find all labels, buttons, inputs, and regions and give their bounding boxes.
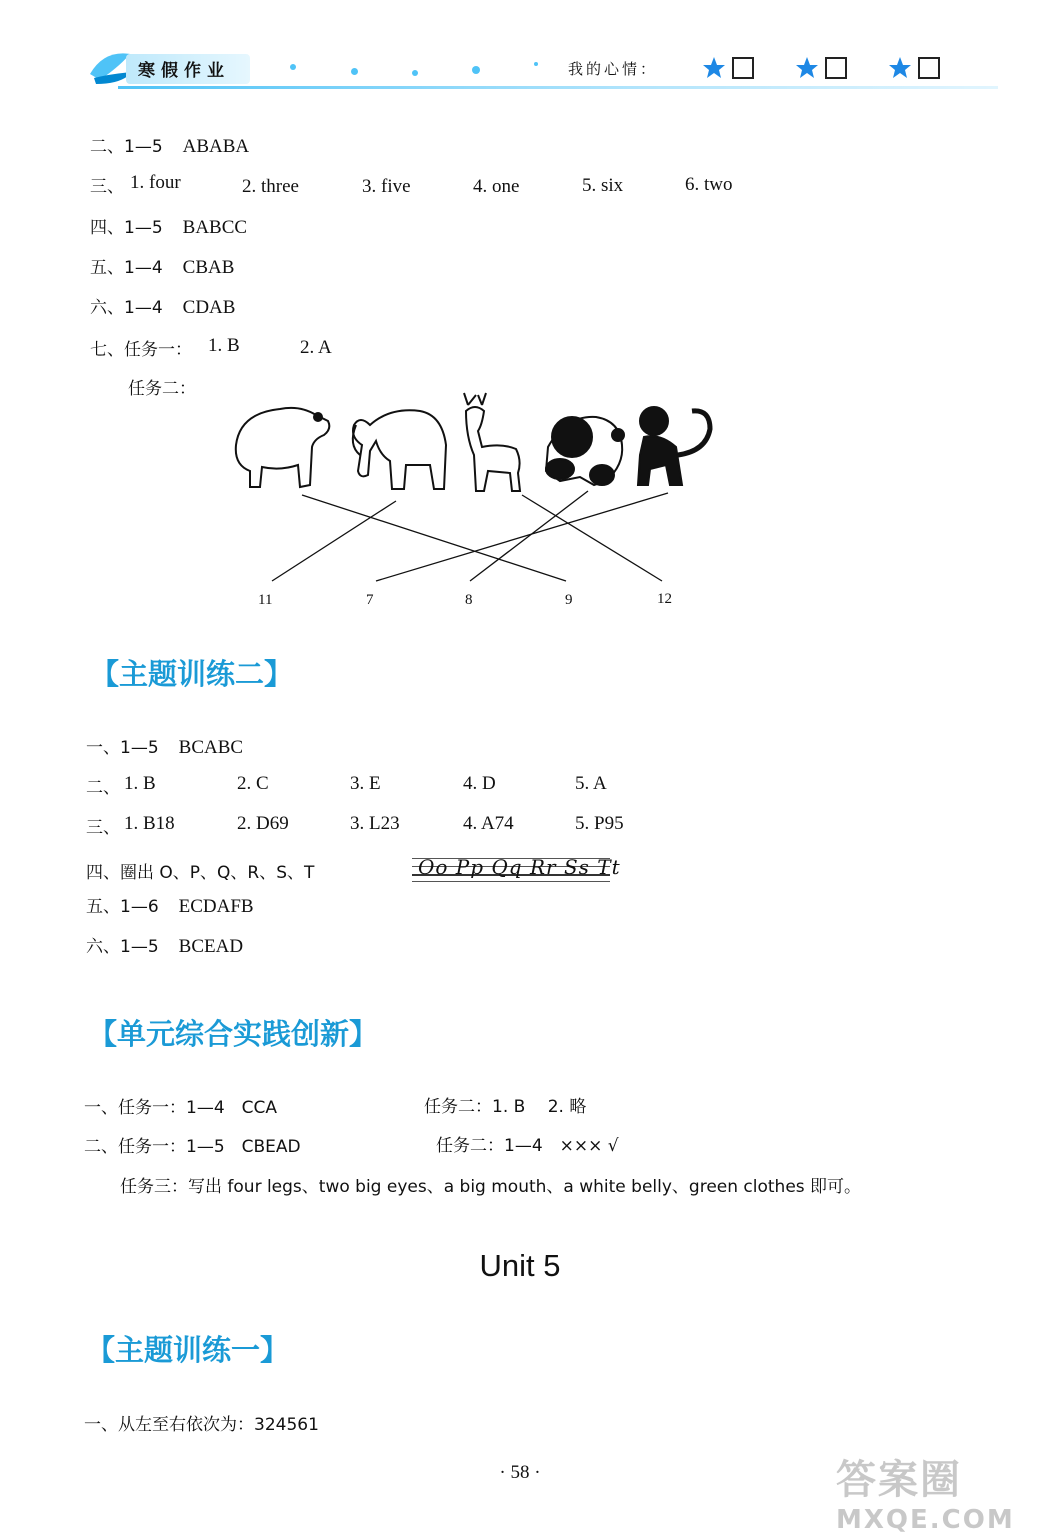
- unit-title: Unit 5: [479, 1248, 561, 1283]
- section-heading: 【单元综合实践创新】: [88, 1017, 379, 1051]
- answer-line: 三、 1. four 2. three 3. five 4. one 5. six 6. two: [90, 172, 733, 197]
- watermark: 答案圈 MXQE.COM: [836, 1457, 1015, 1535]
- answer-line: 一、1—5 BCABC: [86, 737, 244, 758]
- section-heading: 【主题训练二】: [90, 657, 294, 691]
- answer-line: 任务二：1. B 2. 略: [424, 1097, 587, 1117]
- animal-matching: [220, 385, 730, 615]
- answer-line: 任务二：1—4 ××× √: [436, 1136, 619, 1156]
- checkbox[interactable]: [732, 57, 754, 79]
- answer-line: 三、 1. B18 2. D69 3. L23 4. A74 5. P95: [86, 813, 624, 838]
- answer-line: 四、圈出 O、P、Q、R、S、T: [86, 863, 315, 883]
- elephant-icon: [353, 410, 446, 489]
- checkbox[interactable]: [825, 57, 847, 79]
- mood-option[interactable]: [795, 56, 847, 80]
- page-number: · 58 ·: [499, 1462, 541, 1483]
- match-number: 11: [258, 592, 273, 608]
- match-number: 8: [465, 592, 473, 608]
- header-dot: [290, 64, 296, 70]
- match-number: 12: [657, 591, 672, 607]
- answer-line: 任务三：写出 four legs、two big eyes、a big mouth、a white belly、green clothes 即可。: [120, 1177, 862, 1197]
- answer-line: 四、1—5 BABCC: [90, 217, 248, 238]
- match-number: 9: [565, 592, 573, 608]
- answer-line: 二、任务一：1—5 CBEAD: [84, 1137, 301, 1157]
- star-icon: [888, 56, 912, 80]
- panda-icon: [546, 417, 624, 485]
- answer-line: 七、任务一： 1. B 2. A: [90, 335, 332, 360]
- answer-line: 五、1—6 ECDAFB: [86, 896, 254, 917]
- match-number: 7: [366, 592, 374, 608]
- answer-line: 一、从左至右依次为：324561: [84, 1415, 319, 1435]
- answer-line: 五、1—4 CBAB: [90, 257, 235, 278]
- mood-option[interactable]: [888, 56, 940, 80]
- star-icon: [795, 56, 819, 80]
- header-rule: [118, 86, 998, 89]
- header-title: 寒假作业: [138, 61, 230, 81]
- answer-line: 二、 1. B 2. C 3. E 4. D 5. A: [86, 773, 607, 798]
- handwriting-lines: [412, 854, 621, 882]
- monkey-icon: [638, 407, 710, 485]
- header-dot: [534, 62, 538, 66]
- handwriting-text: Oo Pp Qq Rr Ss Tt: [418, 855, 621, 879]
- header-dot: [351, 68, 358, 75]
- mood-label: 我的心情：: [568, 60, 659, 78]
- checkbox[interactable]: [918, 57, 940, 79]
- task-label: 任务二：: [128, 379, 196, 399]
- header-dot: [412, 70, 418, 76]
- header-dot: [472, 66, 480, 74]
- answer-line: 一、任务一：1—4 CCA: [84, 1098, 278, 1118]
- star-icon: [702, 56, 726, 80]
- section-heading: 【主题训练一】: [86, 1333, 290, 1367]
- answer-line: 二、1—5 ABABA: [90, 136, 250, 157]
- matching-lines: [272, 491, 668, 581]
- bear-icon: [236, 408, 330, 487]
- answer-line: 六、1—4 CDAB: [90, 297, 236, 318]
- mood-option[interactable]: [702, 56, 754, 80]
- deer-icon: [464, 393, 520, 491]
- answer-line: 六、1—5 BCEAD: [86, 936, 244, 957]
